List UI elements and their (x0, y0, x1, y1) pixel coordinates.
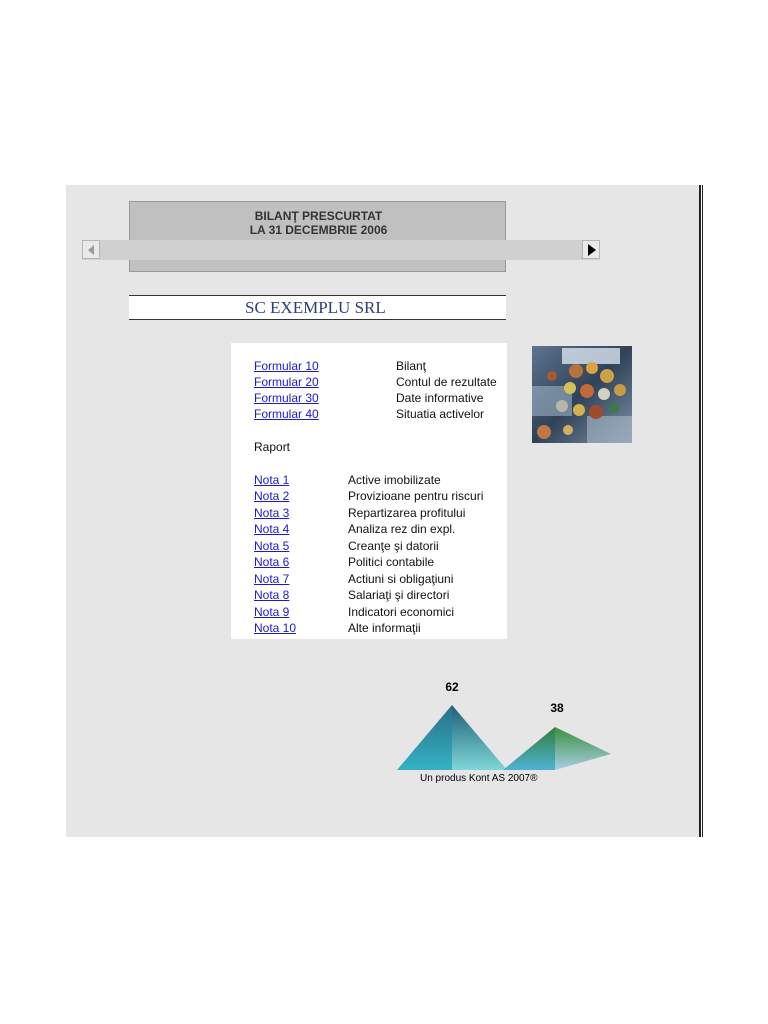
pyramid-right-value: 38 (550, 701, 564, 715)
link-nota-6[interactable]: Nota 6 (254, 555, 290, 569)
pyramids-graphic (395, 674, 615, 774)
link-formular-20[interactable]: Formular 20 (254, 375, 319, 389)
title-box (129, 201, 506, 272)
link-formular-30[interactable]: Formular 30 (254, 391, 319, 405)
desc-formular-40: Situatia activelor (396, 407, 485, 421)
scroll-left-button[interactable] (82, 240, 100, 259)
company-name: SC EXEMPLU SRL (245, 298, 386, 317)
link-nota-8[interactable]: Nota 8 (254, 588, 290, 602)
link-nota-7[interactable]: Nota 7 (254, 572, 290, 586)
link-formular-40[interactable]: Formular 40 (254, 407, 319, 421)
title-line-1: BILANŢ PRESCURTAT (254, 209, 383, 223)
desc-formular-30: Date informative (396, 391, 484, 405)
company-name-box (129, 295, 506, 320)
pyramid-right-face-a (503, 727, 555, 770)
link-nota-9[interactable]: Nota 9 (254, 605, 290, 619)
desc-formular-10: Bilanţ (396, 359, 427, 373)
link-formular-10[interactable]: Formular 10 (254, 359, 319, 373)
desc-nota-5: Creanţe şi datorii (348, 539, 439, 553)
horizontal-scrollbar[interactable] (82, 240, 600, 260)
scroll-right-arrow-icon (588, 244, 596, 256)
footer-credit: Un produs Kont AS 2007® (420, 773, 538, 784)
link-nota-10[interactable]: Nota 10 (254, 621, 297, 635)
desc-nota-4: Analiza rez din expl. (348, 522, 456, 536)
desc-nota-10: Alte informaţii (348, 621, 421, 635)
desc-nota-2: Provizioane pentru riscuri (348, 489, 484, 503)
desc-nota-9: Indicatori economici (348, 605, 455, 619)
scroll-left-arrow-icon (88, 245, 94, 255)
title-line-2: LA 31 DECEMBRIE 2006 (249, 223, 388, 237)
desc-nota-3: Repartizarea profitului (348, 506, 466, 520)
scroll-right-button[interactable] (582, 240, 600, 259)
money-photo (532, 346, 632, 443)
link-nota-1[interactable]: Nota 1 (254, 473, 290, 487)
pyramid-left-face-a (397, 705, 452, 770)
desc-nota-1: Active imobilizate (348, 473, 441, 487)
link-nota-3[interactable]: Nota 3 (254, 506, 290, 520)
link-nota-4[interactable]: Nota 4 (254, 522, 290, 536)
raport-label: Raport (254, 440, 291, 454)
desc-formular-20: Contul de rezultate (396, 375, 497, 389)
link-nota-2[interactable]: Nota 2 (254, 489, 290, 503)
desc-nota-6: Politici contabile (348, 555, 435, 569)
pyramid-right-face-b (555, 727, 611, 770)
sheet-right-border (699, 185, 703, 837)
desc-nota-8: Salariaţi şi directori (348, 588, 450, 602)
pyramid-left-value: 62 (445, 680, 459, 694)
desc-nota-7: Actiuni si obligaţiuni (348, 572, 454, 586)
link-nota-5[interactable]: Nota 5 (254, 539, 290, 553)
pyramid-left-face-b (452, 705, 507, 770)
